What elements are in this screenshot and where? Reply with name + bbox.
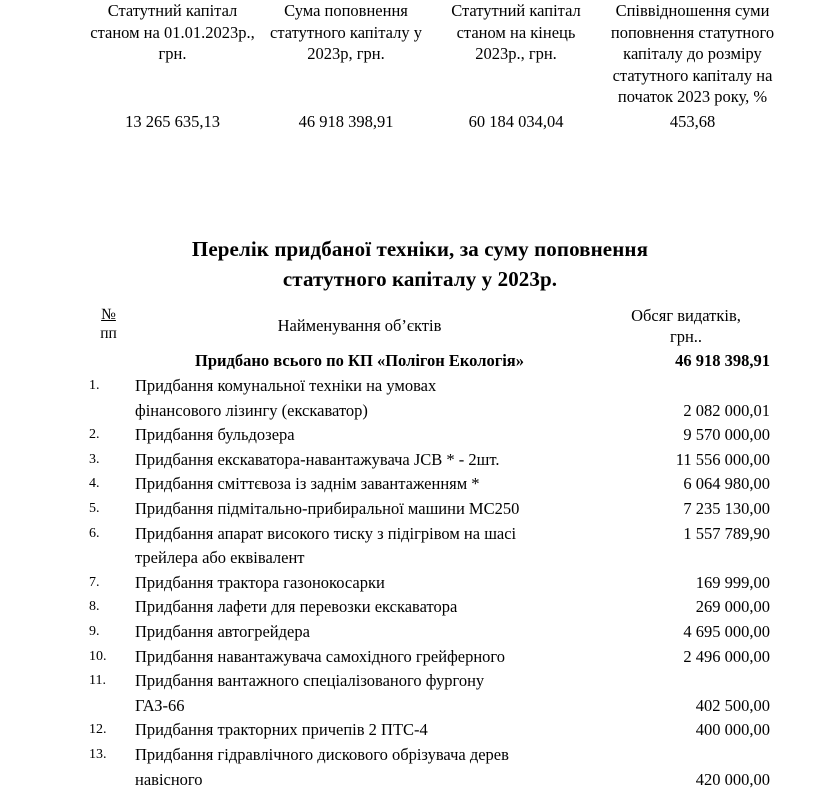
table-row xyxy=(85,423,785,448)
summary-values-row xyxy=(85,111,785,133)
row-description xyxy=(132,669,587,718)
row-description-line-1: Придбання бульдозера xyxy=(135,425,295,445)
row-description-line-2: ГАЗ-66 xyxy=(135,695,185,715)
summary-header-final-capital: Статутний капітал станом на кінець 2023р., грн. xyxy=(451,1,581,63)
list-header-row xyxy=(85,305,785,347)
row-description-line-1: Придбання гідравлічного дискового обрізувача дерев xyxy=(135,744,509,764)
row-description-line-1: Придбання екскаватора-навантажувача JCB * - 2шт. xyxy=(135,449,500,469)
table-row xyxy=(85,620,785,645)
section-title-line-2: статутного капіталу у 2023р. xyxy=(282,267,558,291)
row-description-line-1: Придбання тракторних причепів 2 ПТС-4 xyxy=(135,720,428,740)
list-header-number-abbrev: пп xyxy=(100,325,117,342)
row-description xyxy=(132,595,587,620)
row-description-line-1: Придбання вантажного спеціалізованого фургону xyxy=(135,671,485,691)
row-description xyxy=(132,448,587,473)
row-amount: 4 695 000,00 xyxy=(683,621,770,641)
row-description-line-1: Придбання сміттєвоза із заднім завантаженням * xyxy=(135,474,480,494)
table-row xyxy=(85,743,785,792)
row-description xyxy=(132,620,587,645)
total-row-amount: 46 918 398,91 xyxy=(675,351,770,370)
row-description xyxy=(132,497,587,522)
section-title-line-1: Перелік придбаної техніки, за суму поповнення xyxy=(191,237,649,261)
row-amount: 400 000,00 xyxy=(695,720,770,740)
row-description-line-1: Придбання трактора газонокосарки xyxy=(135,572,385,592)
row-description xyxy=(132,571,587,596)
row-amount: 6 064 980,00 xyxy=(683,474,770,494)
row-number: 8. xyxy=(89,599,100,615)
row-description-line-2: трейлера або еквівалент xyxy=(135,548,305,568)
row-description-line-1: Придбання лафети для перевозки екскаватора xyxy=(135,597,458,617)
summary-header-initial-capital: Статутний капітал станом на 01.01.2023р., грн. xyxy=(90,1,255,63)
row-description xyxy=(132,472,587,497)
row-description xyxy=(132,374,587,423)
row-amount: 169 999,00 xyxy=(695,572,770,592)
table-row xyxy=(85,522,785,571)
row-number: 1. xyxy=(89,378,100,393)
list-header-amount-column xyxy=(587,305,785,347)
row-number: 9. xyxy=(89,623,100,639)
row-description xyxy=(132,522,587,571)
table-row xyxy=(85,374,785,423)
row-amount: 11 556 000,00 xyxy=(675,449,770,469)
total-row-label: Придбано всього по КП «Полігон Екологія» xyxy=(195,351,524,370)
row-amount: 9 570 000,00 xyxy=(683,425,770,445)
row-amount: 420 000,00 xyxy=(695,769,770,789)
table-row xyxy=(85,595,785,620)
row-amount: 1 557 789,90 xyxy=(683,523,770,543)
summary-header-replenishment-amount: Сума поповнення статутного капіталу у 2023р, грн. xyxy=(270,1,422,63)
row-description xyxy=(132,718,587,743)
row-amount: 7 235 130,00 xyxy=(683,498,770,518)
row-description xyxy=(132,645,587,670)
list-header-name-column: Найменування об’єктів xyxy=(277,316,442,335)
list-header-number-column xyxy=(85,305,132,343)
row-number: 5. xyxy=(89,500,100,516)
table-row xyxy=(85,472,785,497)
row-number: 13. xyxy=(89,746,107,762)
summary-value-replenishment-amount: 46 918 398,91 xyxy=(298,111,394,131)
summary-value-final-capital: 60 184 034,04 xyxy=(468,111,564,131)
row-number: 4. xyxy=(89,476,100,492)
row-description-line-1: Придбання навантажувача самохідного грейферного xyxy=(135,646,506,666)
row-number: 2. xyxy=(89,427,100,443)
row-number: 7. xyxy=(89,574,100,590)
summary-value-initial-capital: 13 265 635,13 xyxy=(125,111,220,131)
row-description xyxy=(132,743,587,792)
row-number: 12. xyxy=(89,722,107,738)
row-number: 6. xyxy=(89,525,100,541)
table-row xyxy=(85,448,785,473)
summary-header-row xyxy=(85,0,785,108)
row-description-line-1: Придбання комунальної техніки на умовах xyxy=(135,376,437,395)
list-header-amount-line-1: Обсяг видатків, xyxy=(631,306,741,325)
capital-summary-table xyxy=(85,0,785,133)
equipment-rows xyxy=(85,374,785,792)
summary-header-ratio-percent: Співвідношення суми поповнення статутного капіталу до розміру статутного капіталу на початок 2023 року, % xyxy=(610,1,775,106)
table-row xyxy=(85,669,785,718)
table-row xyxy=(85,645,785,670)
table-row xyxy=(85,718,785,743)
table-row xyxy=(85,497,785,522)
row-number: 3. xyxy=(89,451,100,467)
row-number: 10. xyxy=(89,648,107,664)
table-row xyxy=(85,571,785,596)
equipment-list-table xyxy=(85,305,785,792)
row-description-line-2: навісного xyxy=(135,769,203,789)
section-title xyxy=(95,234,745,294)
row-description xyxy=(132,423,587,448)
total-row xyxy=(85,350,785,372)
row-amount: 2 496 000,00 xyxy=(683,646,770,666)
row-amount: 269 000,00 xyxy=(695,597,770,617)
summary-value-ratio-percent: 453,68 xyxy=(669,111,716,131)
row-description-line-2: фінансового лізингу (екскаватор) xyxy=(135,400,368,420)
list-header-number-symbol: № xyxy=(101,306,116,323)
row-description-line-1: Придбання автогрейдера xyxy=(135,621,310,641)
list-header-amount-line-2: грн.. xyxy=(669,327,703,346)
row-description-line-1: Придбання підмітально-прибиральної машини МС250 xyxy=(135,498,520,518)
row-number: 11. xyxy=(89,673,106,689)
row-amount: 2 082 000,01 xyxy=(683,400,770,420)
row-amount: 402 500,00 xyxy=(695,695,770,715)
row-description-line-1: Придбання апарат високого тиску з підігрівом на шасі xyxy=(135,523,517,543)
